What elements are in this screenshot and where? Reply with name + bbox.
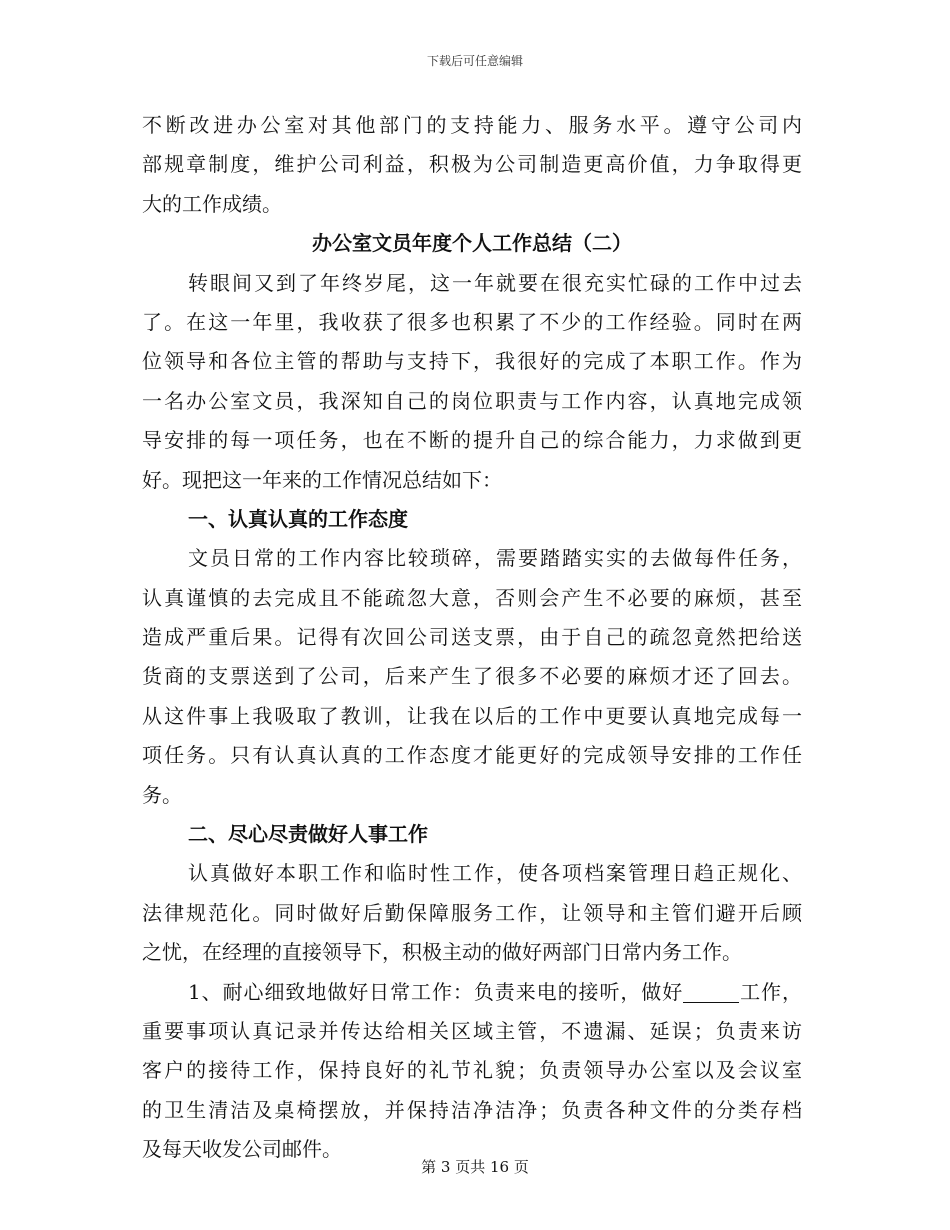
section-title: 办公室文员年度个人工作总结（二） — [312, 231, 632, 256]
text-line: 部规章制度，维护公司利益，积极为公司制造更高价值，力争取得更 — [142, 152, 802, 177]
text-line: 之忧，在经理的直接领导下，积极主动的做好两部门日常内务工作。 — [142, 940, 742, 965]
text-line: 一名办公室文员，我深知自己的岗位职责与工作内容，认真地完成领 — [142, 388, 802, 413]
text-line: 不断改进办公室对其他部门的支持能力、服务水平。遵守公司内 — [142, 113, 802, 137]
text-line: 及每天收发公司邮件。 — [142, 1137, 342, 1162]
text-line: 大的工作成绩。 — [142, 191, 282, 216]
text-line: 从这件事上我吸取了教训，让我在以后的工作中更要认真地完成每一 — [142, 703, 802, 728]
text-line: 货商的支票送到了公司，后来产生了很多不必要的麻烦才还了回去。 — [142, 664, 802, 689]
text-line: 重要事项认真记录并传达给相关区域主管，不遗漏、延误；负责来访 — [142, 1018, 802, 1043]
page-footer: 第 3 页共 16 页 — [421, 1158, 529, 1176]
text-line: 好。现把这一年来的工作情况总结如下： — [142, 467, 502, 492]
text-line — [142, 973, 802, 1012]
subheading: 一、认真认真的工作态度 — [188, 506, 408, 531]
text-line: 法律规范化。同时做好后勤保障服务工作，让领导和主管们避开后顾 — [142, 900, 802, 925]
text-line: 认真做好本职工作和临时性工作，使各项档案管理日趋正规化、 — [188, 861, 802, 886]
text-segment: 工作， — [739, 979, 802, 1004]
text-line: 导安排的每一项任务，也在不断的提升自己的综合能力，力求做到更 — [142, 428, 802, 453]
text-line: 务。 — [142, 782, 182, 807]
text-line: 位领导和各位主管的帮助与支持下，我很好的完成了本职工作。作为 — [142, 349, 802, 374]
document-body — [142, 106, 802, 1170]
text-line: 了。在这一年里，我收获了很多也积累了不少的工作经验。同时在两 — [142, 309, 802, 334]
subheading: 二、尽心尽责做好人事工作 — [188, 822, 428, 847]
text-line: 客户的接待工作，保持良好的礼节礼貌；负责领导办公室以及会议室 — [142, 1058, 802, 1083]
text-line: 的卫生清洁及桌椅摆放，并保持洁净洁净；负责各种文件的分类存档 — [142, 1097, 802, 1122]
blank-underline — [683, 978, 739, 1003]
text-line: 项任务。只有认真认真的工作态度才能更好的完成领导安排的工作任 — [142, 743, 802, 768]
text-line: 转眼间又到了年终岁尾，这一年就要在很充实忙碌的工作中过去 — [188, 270, 802, 295]
text-line: 造成严重后果。记得有次回公司送支票，由于自己的疏忽竟然把给送 — [142, 625, 802, 650]
text-segment: 1、耐心细致地做好日常工作：负责来电的接听，做好 — [188, 979, 684, 1004]
page-header: 下载后可任意编辑 — [426, 54, 523, 68]
text-line: 文员日常的工作内容比较琐碎，需要踏踏实实的去做每件任务， — [188, 546, 802, 571]
text-line: 认真谨慎的去完成且不能疏忽大意，否则会产生不必要的麻烦，甚至 — [142, 585, 802, 610]
